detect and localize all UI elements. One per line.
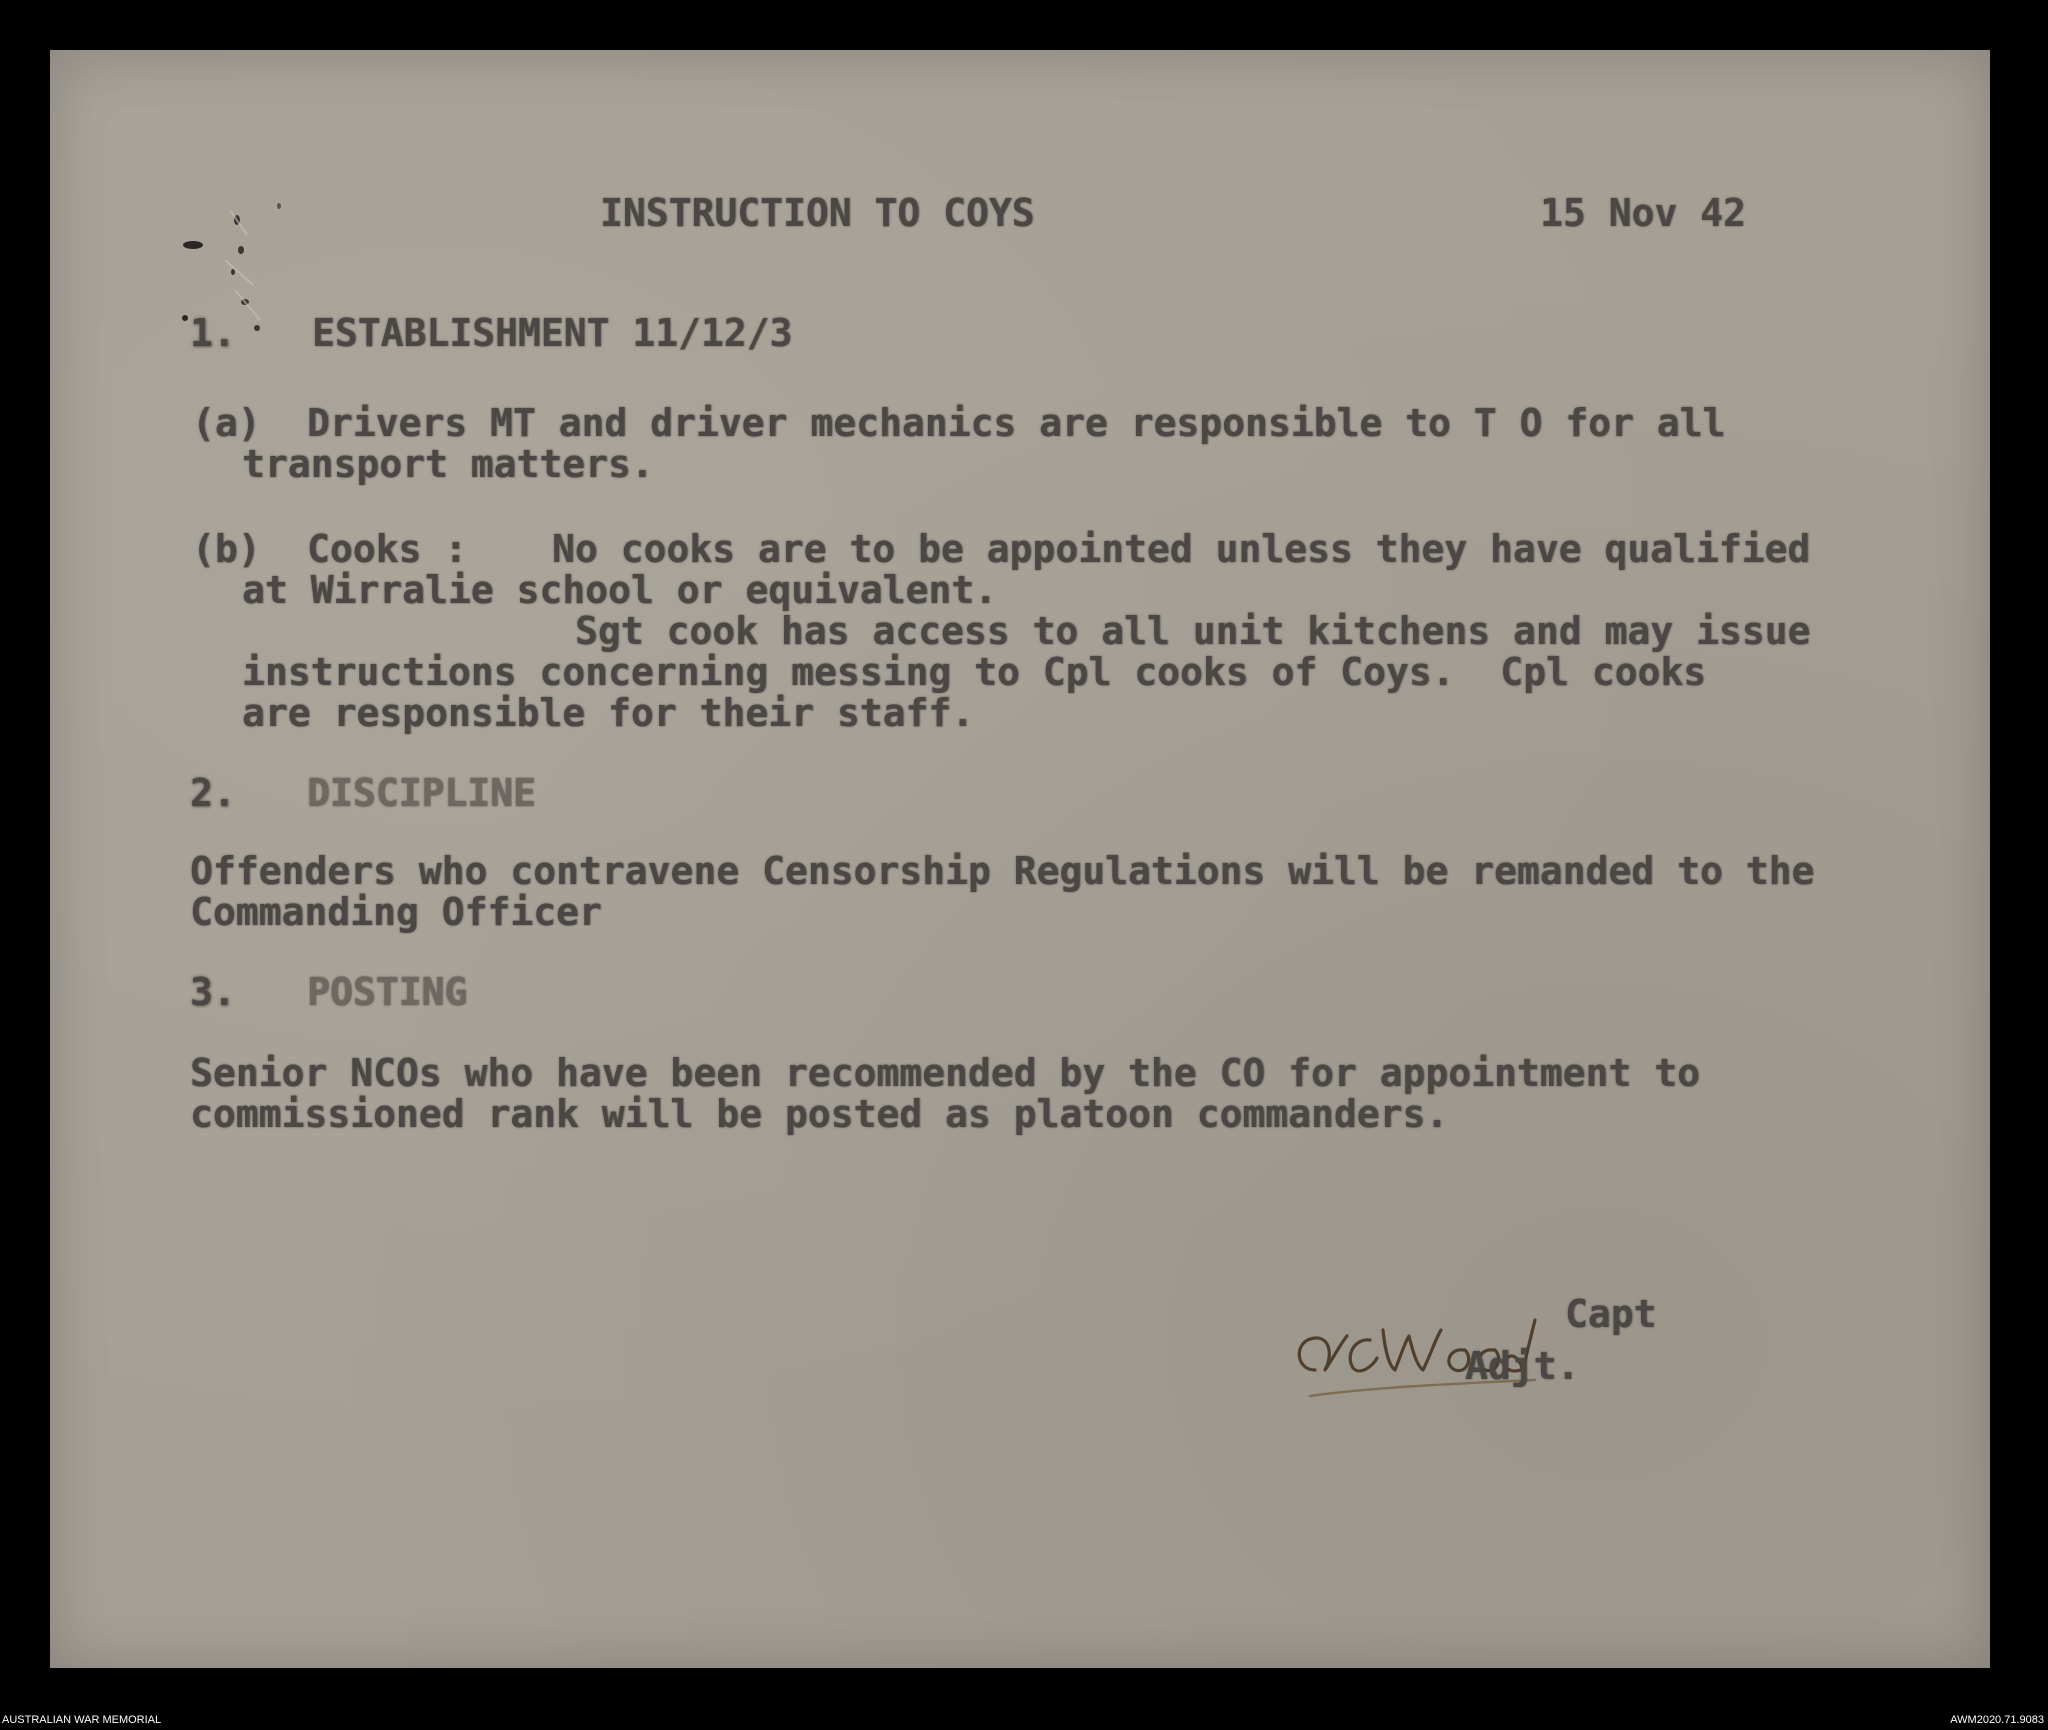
item-a-line-2: transport matters. [242,442,654,486]
section-2-line-1: Offenders who contravene Censorship Regulations will be remanded to the [190,849,1815,893]
document-title: INSTRUCTION TO COYS [600,191,1035,235]
section-2-number: 2. [190,771,236,815]
section-3-line-2: commissioned rank will be posted as platoon commanders. [190,1092,1449,1136]
section-1-number: 1. [190,311,236,355]
item-b-label: (b) [192,527,261,571]
item-b-subheading: Cooks : [307,527,468,571]
footer-accession-number: AWM2020.71.9083 [1950,1714,2044,1726]
footer-credit: AUSTRALIAN WAR MEMORIAL [2,1714,162,1726]
document-page [50,50,1990,1668]
item-b-line-1: No cooks are to be appointed unless they have qualified [552,527,1811,571]
item-a-label: (a) [192,401,261,445]
item-b-line-4: instructions concerning messing to Cpl cooks of Coys. Cpl cooks [242,650,1707,694]
document-date: 15 Nov 42 [1540,191,1746,235]
section-3-line-1: Senior NCOs who have been recommended by the CO for appointment to [190,1051,1700,1095]
item-b-line-2: at Wirralie school or equivalent. [242,568,997,612]
item-a-line-1: Drivers MT and driver mechanics are responsible to T O for all [307,401,1726,445]
section-3-number: 3. [190,970,236,1014]
section-3-heading: POSTING [307,970,468,1014]
section-2-heading: DISCIPLINE [307,771,536,815]
signature-rank: Capt [1565,1292,1657,1336]
signature-role: Adjt. [1465,1344,1580,1388]
section-2-line-2: Commanding Officer [190,890,602,934]
item-b-line-3: Sgt cook has access to all unit kitchens and may issue [575,609,1811,653]
section-1-heading: ESTABLISHMENT 11/12/3 [312,311,793,355]
item-b-line-5: are responsible for their staff. [242,691,975,735]
